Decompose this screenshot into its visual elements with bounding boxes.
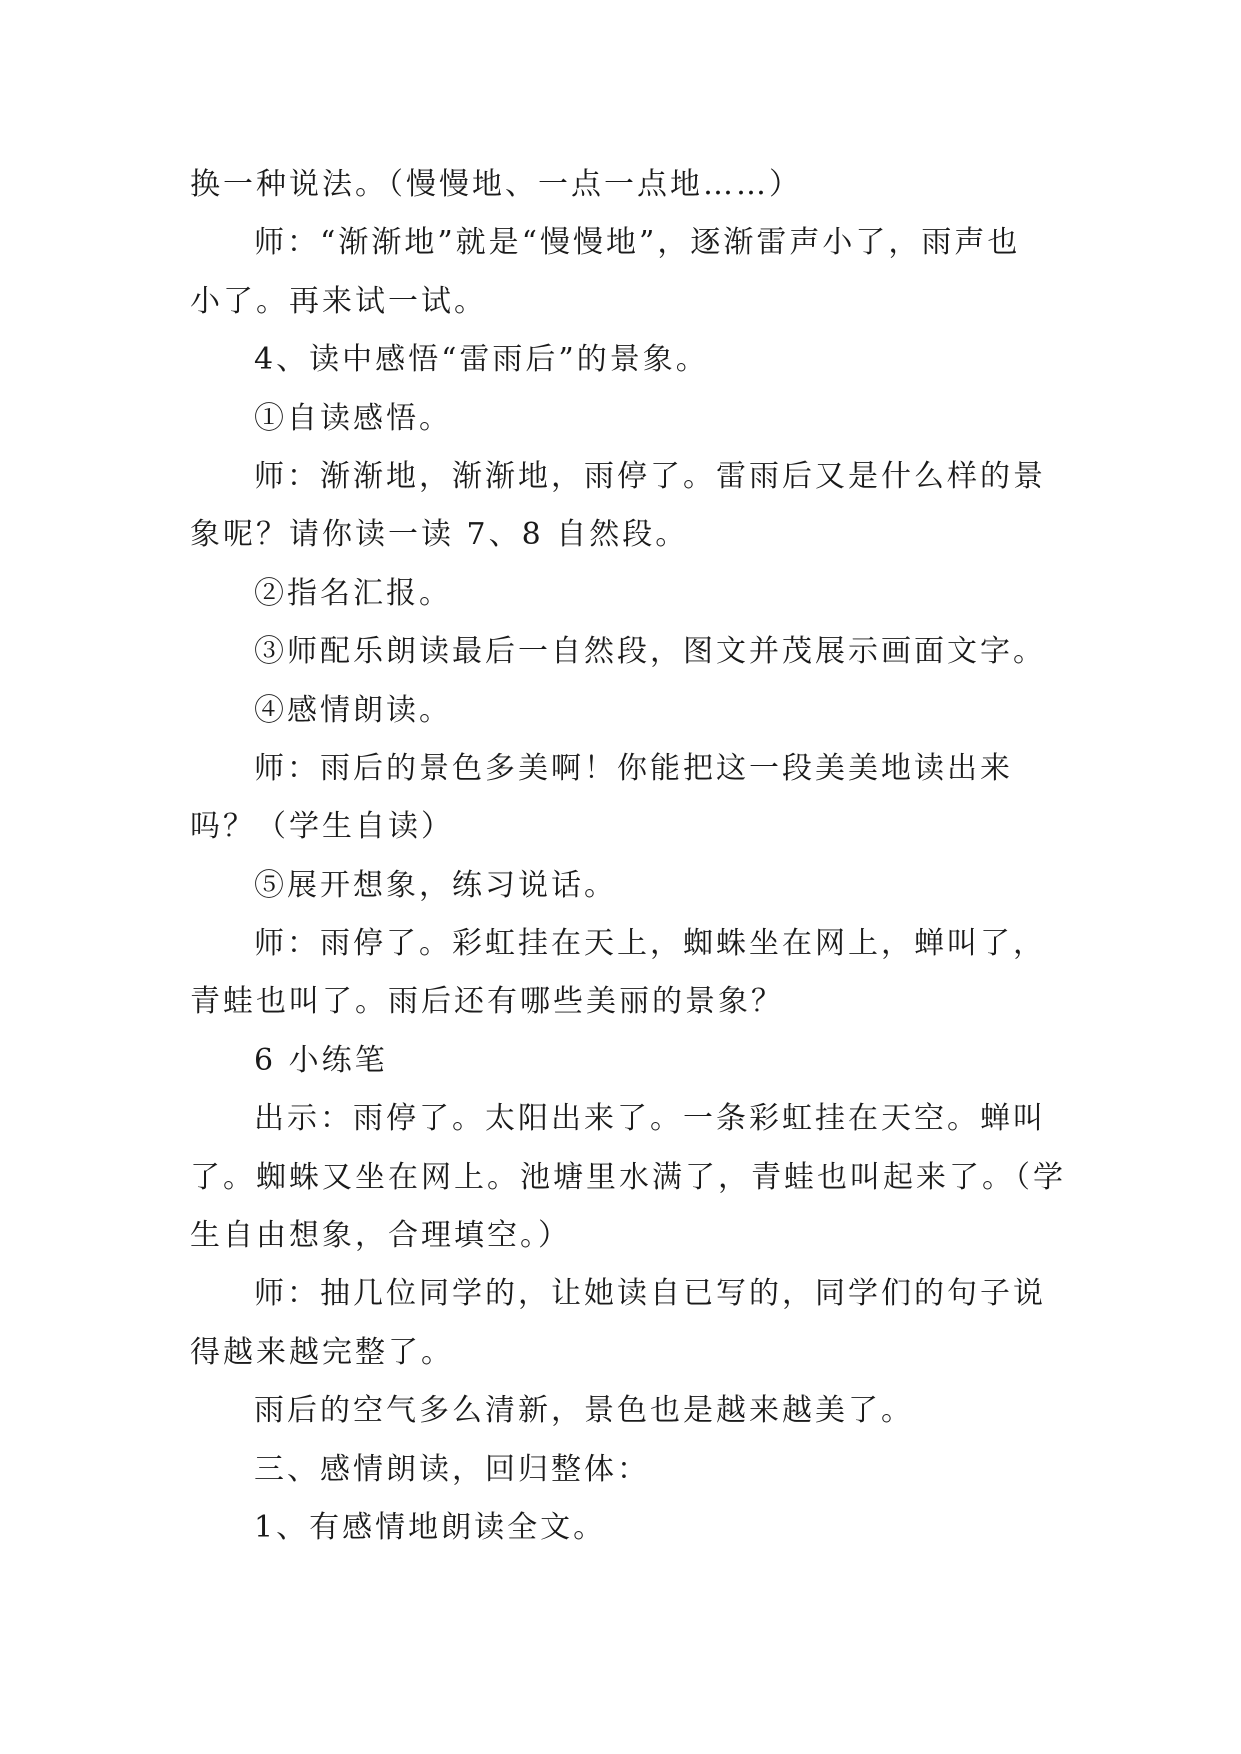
text-line: 象呢？请你读一读 7、8 自然段。 bbox=[190, 517, 689, 553]
text-line: ⑤展开想象，练习说话。 bbox=[254, 867, 617, 903]
text-line: 师：抽几位同学的，让她读自已写的，同学们的句子说 bbox=[254, 1276, 1046, 1312]
text-line: 师：渐渐地，渐渐地，雨停了。雷雨后又是什么样的景 bbox=[254, 458, 1046, 494]
text-line: 青蛙也叫了。雨后还有哪些美丽的景象？ bbox=[190, 984, 784, 1020]
text-line: 师：雨后的景色多美啊！你能把这一段美美地读出来 bbox=[254, 750, 1013, 786]
text-line: 1、有感情地朗读全文。 bbox=[254, 1509, 607, 1545]
text-line: ③师配乐朗读最后一自然段，图文并茂展示画面文字。 bbox=[254, 634, 1046, 670]
text-line: 6 小练笔 bbox=[254, 1042, 388, 1078]
text-line: 4、读中感悟“雷雨后”的景象。 bbox=[254, 342, 709, 378]
text-line: ②指名汇报。 bbox=[254, 575, 452, 611]
text-line: 出示：雨停了。太阳出来了。一条彩虹挂在天空。蝉叫 bbox=[254, 1101, 1046, 1137]
document-body bbox=[190, 156, 1070, 1557]
text-line: 小了。再来试一试。 bbox=[190, 283, 487, 319]
text-line: 雨后的空气多么清新，景色也是越来越美了。 bbox=[254, 1393, 914, 1429]
text-line: 吗？（学生自读） bbox=[190, 809, 454, 845]
text-line: 换一种说法。（慢慢地、一点一点地……） bbox=[190, 167, 802, 202]
text-line: 师：“渐渐地”就是“慢慢地”，逐渐雷声小了，雨声也 bbox=[254, 225, 1021, 261]
text-line: 了。蜘蛛又坐在网上。池塘里水满了，青蛙也叫起来了。（学 bbox=[190, 1159, 1066, 1195]
text-line: ④感情朗读。 bbox=[254, 692, 452, 728]
text-line: 师：雨停了。彩虹挂在天上，蜘蛛坐在网上，蝉叫了， bbox=[254, 926, 1046, 962]
text-line: 三、感情朗读，回归整体： bbox=[254, 1451, 650, 1487]
text-line: ①自读感悟。 bbox=[254, 400, 452, 436]
text-line: 生自由想象，合理填空。） bbox=[190, 1218, 571, 1254]
text-line: 得越来越完整了。 bbox=[190, 1334, 454, 1370]
